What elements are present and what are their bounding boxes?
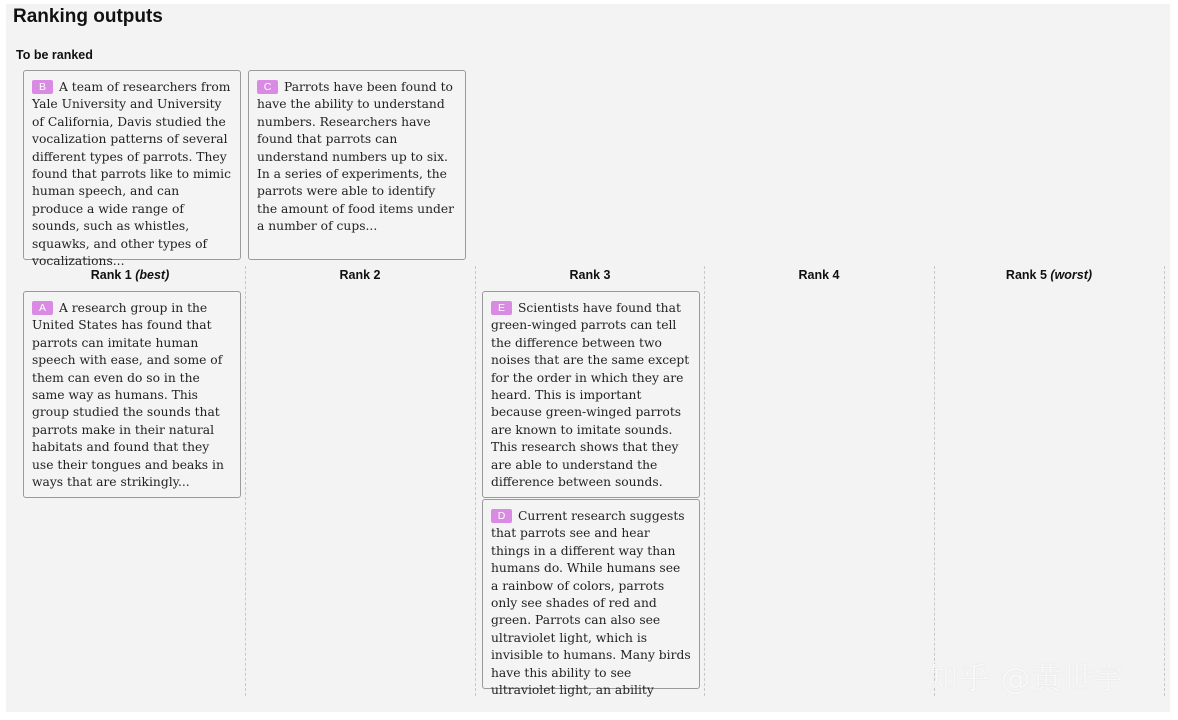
- output-card-b[interactable]: [23, 70, 241, 269]
- output-card-e[interactable]: [482, 291, 700, 498]
- output-card-d[interactable]: [482, 499, 700, 698]
- card-text: A team of researchers from Yale University and University of California, Davis studied the vocalization patterns of several different types of parrots. They found that parrots like to mimic human speech, and can produce a wide range of sounds, such as whistles, squawks, and other types of vocalizations...: [32, 80, 231, 269]
- rank-label: Rank 2: [339, 268, 381, 282]
- rank-label: Rank 4: [798, 268, 840, 282]
- watermark: 知乎 @黄世宇: [928, 662, 1125, 697]
- rank-label: Rank 5: [1005, 268, 1047, 282]
- badge-c: C: [257, 80, 278, 94]
- column-divider: [475, 266, 476, 696]
- badge-a: A: [32, 301, 53, 315]
- rank-label: Rank 3: [569, 268, 611, 282]
- to-be-ranked-label: To be ranked: [16, 48, 93, 62]
- card-text: A research group in the United States has found that parrots can imitate human speech with ease, and some of them can even do so in the same way as humans. This group studied the sounds that parrots make in their natural habitats and found that they use their tongues and beaks in ways that are strikingly...: [32, 301, 224, 490]
- badge-d: D: [491, 509, 512, 523]
- rank-2-header: [250, 268, 470, 282]
- rank-4-header: [709, 268, 929, 282]
- page-title: Ranking outputs: [13, 6, 163, 27]
- output-card-c[interactable]: [248, 70, 466, 260]
- card-text: Scientists have found that green-winged parrots can tell the difference between two noises that are the same except for the order in which they are heard. This is important because green-winged parrots are known to imitate sounds. This research shows that they are able to understand the difference between sounds.: [491, 301, 690, 490]
- column-divider: [1164, 266, 1165, 696]
- column-divider: [704, 266, 705, 696]
- badge-b: B: [32, 80, 53, 94]
- card-text: Parrots have been found to have the ability to understand numbers. Researchers have found that parrots can understand numbers up to six. In a series of experiments, the parrots were able to identify the amount of food items under a number of cups...: [257, 80, 455, 234]
- column-divider: [934, 266, 935, 696]
- card-text: Current research suggests that parrots see and hear things in a different way than humans do. While humans see a rainbow of colors, parrots only see shades of red and green. Parrots can also see ultraviolet light, which is invisible to humans. Many birds have this ability to see ultraviolet light, an ability: [491, 509, 691, 698]
- rank-5-header: [939, 268, 1159, 282]
- rank-label: Rank 1: [90, 268, 132, 282]
- badge-e: E: [491, 301, 512, 315]
- output-card-a[interactable]: [23, 291, 241, 498]
- column-divider: [245, 266, 246, 696]
- rank-1-header: [20, 268, 240, 282]
- rank-sub: (worst): [1050, 268, 1093, 282]
- rank-3-header: [480, 268, 700, 282]
- rank-sub: (best): [135, 268, 170, 282]
